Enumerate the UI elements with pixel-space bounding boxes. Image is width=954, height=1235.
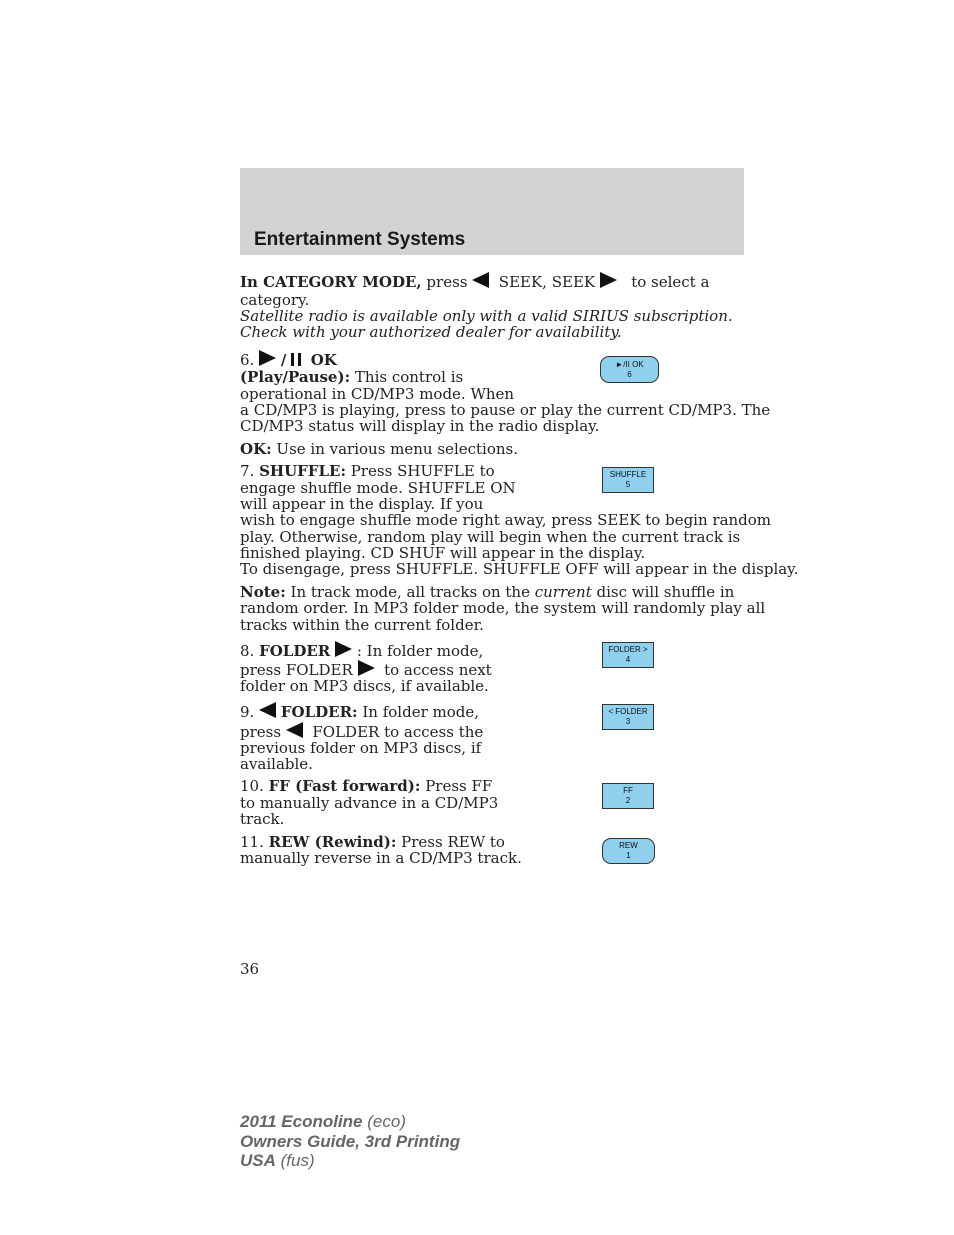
folder-prev-icon-inline bbox=[286, 722, 303, 738]
rew-button[interactable]: REW 1 bbox=[602, 838, 655, 864]
item8-line-2: press FOLDER to access next bbox=[240, 661, 492, 679]
item7-line-1: 7. SHUFFLE: Press SHUFFLE to bbox=[240, 462, 495, 480]
page-number: 36 bbox=[240, 960, 260, 978]
sirius-note-1: Satellite radio is available only with a valid SIRIUS subscription. bbox=[240, 307, 733, 325]
category-line: In CATEGORY MODE, press SEEK, SEEK to select a bbox=[240, 273, 710, 291]
item10-line-1: 10. FF (Fast forward): Press FF bbox=[240, 777, 493, 795]
item8-line-1: 8. FOLDER : In folder mode, bbox=[240, 642, 484, 660]
note-line-2: random order. In MP3 folder mode, the system will randomly play all bbox=[240, 599, 766, 617]
footer-line-3: USA (fus) bbox=[240, 1151, 315, 1170]
ok-description: OK: Use in various menu selections. bbox=[240, 440, 518, 458]
note-line-1: Note: In track mode, all tracks on the current disc will shuffle in bbox=[240, 583, 735, 601]
folder-prev-icon bbox=[259, 702, 276, 718]
item6-line-3: a CD/MP3 is playing, press to pause or play the current CD/MP3. The bbox=[240, 401, 771, 419]
item11-line-2: manually reverse in a CD/MP3 track. bbox=[240, 849, 522, 867]
play-pause-ok-button[interactable]: ►/II OK 6 bbox=[600, 356, 659, 383]
item6-line-2: operational in CD/MP3 mode. When bbox=[240, 385, 515, 403]
item9-line-2: press FOLDER to access the bbox=[240, 723, 484, 741]
footer-line-2: Owners Guide, 3rd Printing bbox=[240, 1131, 461, 1151]
footer-line-1: 2011 Econoline (eco) bbox=[240, 1112, 406, 1131]
item6-line-1: (Play/Pause): This control is bbox=[240, 368, 464, 386]
item10-line-2: to manually advance in a CD/MP3 bbox=[240, 794, 499, 812]
item11-line-1: 11. REW (Rewind): Press REW to bbox=[240, 833, 505, 851]
item10-line-3: track. bbox=[240, 810, 285, 828]
ff-button[interactable]: FF 2 bbox=[602, 783, 654, 809]
item7-line-3: will appear in the display. If you bbox=[240, 495, 484, 513]
item6-line-4: CD/MP3 status will display in the radio display. bbox=[240, 417, 600, 435]
shuffle-button[interactable]: SHUFFLE 5 bbox=[602, 467, 654, 493]
item9-line-3: previous folder on MP3 discs, if bbox=[240, 739, 482, 757]
folder-next-icon-inline bbox=[358, 660, 375, 676]
sirius-note-2: Check with your authorized dealer for availability. bbox=[240, 323, 622, 341]
folder-prev-button[interactable]: < FOLDER 3 bbox=[602, 704, 654, 730]
footer bbox=[240, 1112, 460, 1171]
note-line-3: tracks within the current folder. bbox=[240, 616, 484, 634]
item7-line-5: play. Otherwise, random play will begin when the current track is bbox=[240, 528, 741, 546]
item7-line-7: To disengage, press SHUFFLE. SHUFFLE OFF will appear in the display. bbox=[240, 560, 799, 578]
item7-line-4: wish to engage shuffle mode right away, press SEEK to begin random bbox=[240, 511, 772, 529]
folder-next-button[interactable]: FOLDER > 4 bbox=[602, 642, 654, 668]
item9-line-4: available. bbox=[240, 755, 313, 773]
seek-left-icon bbox=[472, 272, 489, 288]
item7-line-2: engage shuffle mode. SHUFFLE ON bbox=[240, 479, 516, 497]
item6-heading: 6. / OK bbox=[240, 351, 337, 369]
pause-icon bbox=[291, 353, 301, 366]
section-title: Entertainment Systems bbox=[254, 229, 466, 250]
item9-line-1: 9. FOLDER: In folder mode, bbox=[240, 703, 480, 721]
item7-line-6: finished playing. CD SHUF will appear in the display. bbox=[240, 544, 646, 562]
play-icon bbox=[259, 350, 276, 366]
seek-right-icon bbox=[600, 272, 617, 288]
folder-next-icon bbox=[335, 641, 352, 657]
category-line-2: category. bbox=[240, 291, 310, 309]
item8-line-3: folder on MP3 discs, if available. bbox=[240, 677, 489, 695]
